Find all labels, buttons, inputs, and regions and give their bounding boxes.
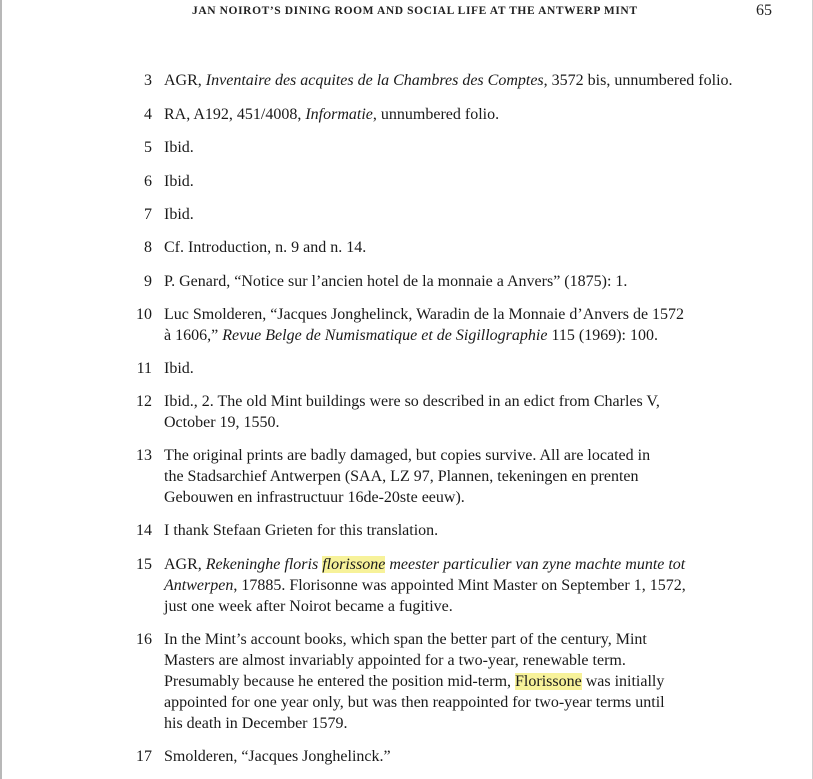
endnote-line bbox=[164, 391, 784, 412]
italic-text: Informatie bbox=[305, 106, 373, 123]
endnote-text bbox=[164, 271, 784, 292]
endnote-text bbox=[164, 554, 784, 617]
page-number: 65 bbox=[756, 2, 772, 19]
endnote-line bbox=[164, 445, 784, 466]
endnote-number: 13 bbox=[136, 447, 152, 464]
endnote-line bbox=[164, 271, 784, 292]
endnote-text bbox=[164, 358, 784, 379]
endnote-line bbox=[164, 596, 784, 617]
endnote-line bbox=[164, 325, 784, 346]
text-run: Ibid., 2. The old Mint buildings were so described in an edict from Charles V, bbox=[164, 393, 660, 410]
endnote-line bbox=[164, 520, 784, 541]
endnote-line bbox=[164, 137, 784, 158]
text-run: appointed for one year only, but was then reappointed for two-year terms until bbox=[164, 694, 665, 711]
endnote-line bbox=[164, 554, 784, 575]
endnote-text bbox=[164, 237, 784, 258]
text-run: Masters are almost invariably appointed for a two-year, renewable term. bbox=[164, 652, 626, 669]
italic-text: Inventaire des acquites de la Chambres des Comptes bbox=[205, 72, 544, 89]
italic-text: Antwerpen bbox=[164, 577, 234, 594]
endnote-number: 17 bbox=[136, 748, 152, 765]
text-run: Ibid. bbox=[164, 360, 194, 377]
text-run: The original prints are badly damaged, but copies survive. All are located in bbox=[164, 447, 651, 464]
endnote-line bbox=[164, 104, 784, 125]
endnote-line bbox=[164, 713, 784, 734]
endnote-number: 16 bbox=[136, 631, 152, 648]
text-run: just one week after Noirot became a fugitive. bbox=[164, 598, 453, 615]
endnote-number: 10 bbox=[136, 306, 152, 323]
endnote-line bbox=[164, 487, 784, 508]
running-head: JAN NOIROT’S DINING ROOM AND SOCIAL LIFE AT THE ANTWERP MINT bbox=[192, 5, 638, 17]
text-run: Luc Smolderen, “Jacques Jonghelinck, Waradin de la Monnaie d’Anvers de 1572 bbox=[164, 306, 685, 323]
endnote-number: 3 bbox=[144, 72, 152, 89]
endnote-number: 6 bbox=[144, 173, 152, 190]
endnote-line bbox=[164, 650, 784, 671]
endnote-text bbox=[164, 171, 784, 192]
page-header bbox=[2, 2, 813, 24]
text-run: Presumably because he entered the position mid-term, bbox=[164, 673, 516, 690]
endnote-text bbox=[164, 445, 784, 508]
text-run: In the Mint’s account books, which span the better part of the century, Mint bbox=[164, 631, 647, 648]
endnote-number: 8 bbox=[144, 239, 152, 256]
endnote-line bbox=[164, 746, 784, 767]
text-run: Ibid. bbox=[164, 139, 194, 156]
endnote-number: 12 bbox=[136, 393, 152, 410]
endnote-line bbox=[164, 575, 784, 596]
text-run: RA, A192, 451/4008, bbox=[164, 106, 306, 123]
text-run: Cf. Introduction, n. 9 and n. 14. bbox=[164, 239, 367, 256]
text-run: P. Genard, “Notice sur l’ancien hotel de la monnaie a Anvers” (1875): 1. bbox=[164, 273, 628, 290]
endnote-text bbox=[164, 204, 784, 225]
endnote-line bbox=[164, 412, 784, 433]
endnote-line bbox=[164, 70, 784, 91]
endnote-text bbox=[164, 746, 784, 767]
endnote-number: 9 bbox=[144, 273, 152, 290]
endnote-line bbox=[164, 692, 784, 713]
text-run: , 3572 bis, unnumbered folio. bbox=[543, 72, 733, 89]
endnote-number: 7 bbox=[144, 206, 152, 223]
endnote-text bbox=[164, 137, 784, 158]
text-run: 115 (1969): 100. bbox=[547, 327, 658, 344]
text-run: his death in December 1579. bbox=[164, 715, 348, 732]
text-run: October 19, 1550. bbox=[164, 414, 280, 431]
text-run: AGR, bbox=[164, 556, 206, 573]
endnote-line bbox=[164, 466, 784, 487]
endnote-line bbox=[164, 671, 784, 692]
endnote-text bbox=[164, 629, 784, 734]
text-run: à 1606,” bbox=[164, 327, 223, 344]
endnote-number: 4 bbox=[144, 106, 152, 123]
endnote-number: 14 bbox=[136, 522, 152, 539]
text-run: the Stadsarchief Antwerpen (SAA, LZ 97, Plannen, tekeningen en prenten bbox=[164, 468, 639, 485]
text-run: I thank Stefaan Grieten for this translation. bbox=[164, 522, 439, 539]
endnote-text bbox=[164, 520, 784, 541]
italic-text: Revue Belge de Numismatique et de Sigillographie bbox=[222, 327, 548, 344]
endnote-text bbox=[164, 304, 784, 346]
endnote-line bbox=[164, 204, 784, 225]
text-run: , 17885. Florisonne was appointed Mint Master on September 1, 1572, bbox=[233, 577, 686, 594]
endnote-line bbox=[164, 629, 784, 650]
endnote-line bbox=[164, 358, 784, 379]
endnote-text bbox=[164, 391, 784, 433]
endnote-line bbox=[164, 171, 784, 192]
text-run: was initially bbox=[581, 673, 665, 690]
endnote-line bbox=[164, 237, 784, 258]
italic-text: Rekeninghe floris bbox=[205, 556, 323, 573]
endnote-number: 5 bbox=[144, 139, 152, 156]
text-run: Ibid. bbox=[164, 206, 194, 223]
endnote-number: 15 bbox=[136, 556, 152, 573]
text-run: Smolderen, “Jacques Jonghelinck.” bbox=[164, 748, 391, 765]
text-run: Ibid. bbox=[164, 173, 194, 190]
highlighted-text: florissone bbox=[322, 556, 386, 573]
italic-text: meester particulier van zyne machte munte tot bbox=[385, 556, 686, 573]
text-run: Gebouwen en infrastructuur 16de-20ste eeuw). bbox=[164, 489, 465, 506]
endnote-text bbox=[164, 104, 784, 125]
endnote-text bbox=[164, 70, 784, 91]
highlighted-text: Florissone bbox=[515, 673, 582, 690]
text-run: AGR, bbox=[164, 72, 206, 89]
endnote-line bbox=[164, 304, 784, 325]
text-run: , unnumbered folio. bbox=[372, 106, 500, 123]
endnote-number: 11 bbox=[136, 360, 152, 377]
